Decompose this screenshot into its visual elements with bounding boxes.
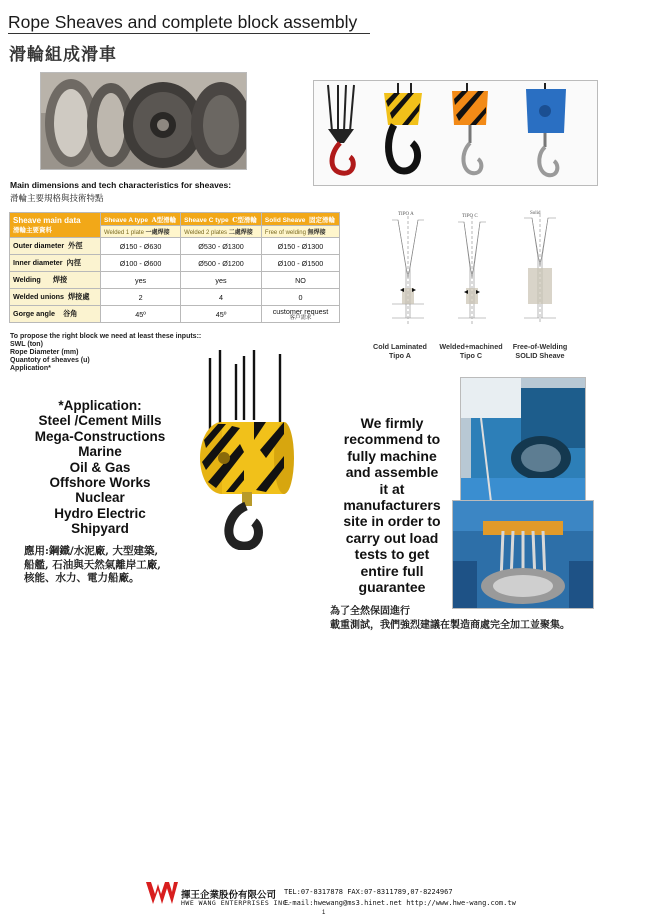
company-name-zh: 揮王企業股份有限公司 [181,890,277,901]
col-head-c-en: Sheave C type [184,216,229,224]
table-cell: Ø500 - Ø1200 [181,255,262,272]
company-logo [145,880,179,911]
dimensions-heading: Main dimensions and tech characteristics for sheaves: [10,180,232,190]
table-cell-note: 客戶需求 [289,314,312,321]
col-sub-a-en: Welded 1 plate [104,230,144,236]
list-item: Quantoty of sheaves (u) [10,357,90,364]
table-head-label [10,213,101,238]
sheaves-photo [40,72,247,170]
text-line: it at [379,480,405,497]
text-line: guarantee [358,579,426,596]
hook-block-illustration [196,350,306,550]
row-label [10,255,101,272]
row-label [10,272,101,289]
list-item: Steel /Cement Mills [38,413,162,429]
contact-phone: TEL:07-8317878 FAX:07-8311789,07-8224967 [284,888,453,896]
text-line: and assemble [345,464,439,481]
table-row [10,272,340,289]
table-cell: yes [101,272,181,289]
row-label-en: Welding [13,275,41,284]
col-head-solid-zh: 固定滑輪 [309,215,335,224]
required-inputs [10,333,201,373]
list-item: Application* [10,365,51,372]
caption-line: Tipo C [459,350,483,360]
table-cell: Ø150 - Ø630 [101,238,181,255]
table-cell [261,306,339,323]
col-sub-solid [261,226,339,238]
recommendation-zh [330,605,630,632]
list-item: Hydro Electric [54,505,146,521]
row-label-en: Outer diameter [13,241,65,250]
row-label [10,306,101,323]
text-line: tests to get [354,546,430,563]
row-label-zh: 外徑 [68,241,83,250]
table-cell-text: customer request [272,306,329,316]
col-head-solid [261,213,339,226]
sheave-spec-table [9,212,340,323]
drawing-label-solid: Solid [530,211,541,216]
company-name-en: HWE WANG ENTERPRISES INC. [181,899,292,907]
row-label-zh: 谷角 [62,309,78,318]
factory-photo-top [460,377,586,503]
text-line: We firmly [360,415,424,431]
list-item: Nuclear [75,490,125,506]
caption-tipo-c [433,343,509,360]
text-line: manufacturers [343,497,441,514]
table-cell: Ø100 - Ø1500 [261,255,339,272]
caption-tipo-a [365,343,435,360]
list-item: SWL (ton) [10,341,43,348]
table-cell: 4 [181,289,262,306]
dimensions-heading-zh: 滑輪主要規格與技術特點 [10,194,104,204]
text-line: entire full [360,562,424,579]
table-cell: 45º [101,306,181,323]
row-label-zh: 內徑 [66,258,81,267]
text-line: 為了全然保固進行 [330,606,410,617]
table-cell: Ø100 - Ø600 [101,255,181,272]
col-sub-c-en: Welded 2 plates [184,230,228,236]
page-title: Rope Sheaves and complete block assembly [8,12,358,32]
list-item: Marine [78,444,122,460]
table-row [10,238,340,255]
caption-line: Free-of-Welding [512,342,568,351]
caption-solid [507,343,573,360]
col-sub-a-zh: 一處焊接 [145,229,170,236]
caption-line: SOLID Sheave [515,350,565,360]
page-number: 1 [322,910,326,916]
application-list [20,398,180,537]
col-sub-c-zh: 二處焊接 [228,229,253,236]
row-label [10,238,101,255]
table-cell: 0 [261,289,339,306]
col-head-a [101,213,181,226]
table-row [10,255,340,272]
recommendation-text [334,415,450,595]
caption-line: Tipo A [389,350,411,360]
caption-line: Welded+machined [439,342,503,351]
row-label-zh: 焊接處 [67,292,90,301]
list-item: Oil & Gas [69,459,131,475]
text-line: fully machine [347,447,437,464]
application-heading: *Application: [58,398,142,413]
table-cell: NO [261,272,339,289]
table-cell: 45º [181,306,262,323]
col-head-a-en: Sheave A type [104,216,148,224]
row-label-en: Inner diameter [13,258,63,267]
col-head-c [181,213,262,226]
text-line: 載重測試，我們強烈建議在製造商處完全加工並聚集。 [330,619,570,631]
col-head-c-zh: C型滑輪 [232,215,257,224]
col-head-a-zh: A型滑輪 [151,215,177,224]
list-item: Rope Diameter (mm) [10,349,79,356]
col-sub-c [181,226,262,238]
table-cell: yes [181,272,262,289]
table-row [10,289,340,306]
caption-line: Cold Laminated [373,342,427,351]
col-head-solid-en: Solid Sheave [264,216,306,224]
title-underline [8,33,370,34]
table-row [10,306,340,323]
text-line: carry out load [345,529,439,546]
table-cell: Ø150 - Ø1300 [261,238,339,255]
list-item: Shipyard [71,521,129,537]
hook-blocks-photo [313,80,598,186]
sheave-drawings [388,208,578,328]
row-label [10,289,101,306]
drawing-label-a: TIPO A [398,212,414,217]
application-zh: 應用:鋼鐵/水泥廠, 大型建築, 船艦, 石油與天然氣離岸工廠, 核能、水力、電力船廠。 [24,545,161,584]
page-title-zh: 滑輪組成滑車 [9,45,117,65]
col-sub-solid-zh: 無焊接 [307,229,326,236]
row-label-zh: 焊接 [52,275,68,284]
col-sub-solid-en: Free of welding [264,230,306,236]
table-cell: 2 [101,289,181,306]
table-head-label-zh: 滑輪主要資料 [13,226,52,234]
table-cell: Ø530 - Ø1300 [181,238,262,255]
table-head-label-en: Sheave main data [13,216,81,225]
table-header-row [10,213,340,226]
row-label-en: Gorge angle [13,309,55,318]
drawing-label-c: TIPO C [462,214,478,219]
list-item: Offshore Works [49,475,151,491]
text-line: site in order to [343,513,441,530]
row-label-en: Welded unions [13,292,64,301]
contact-email: E-mail:hwewang@ms3.hinet.net http://www.hwe-wang.com.tw [284,899,516,907]
col-sub-a [101,226,181,238]
text-line: recommend to [343,431,441,448]
factory-photo-bottom [452,500,594,609]
inputs-heading: To propose the right block we need at least these inputs:: [10,333,202,340]
list-item: Mega-Constructions [34,428,166,444]
